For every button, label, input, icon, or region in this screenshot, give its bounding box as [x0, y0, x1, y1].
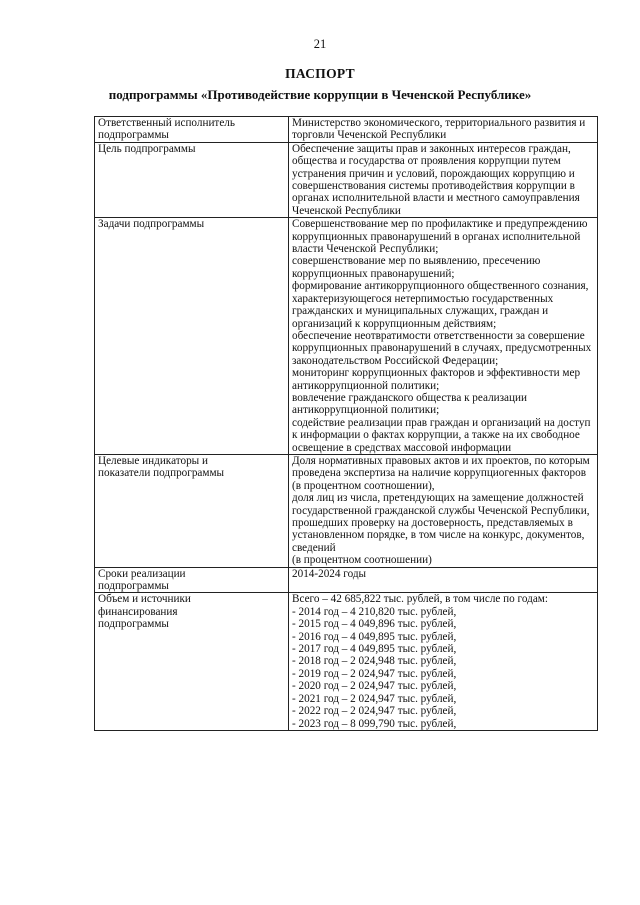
row-label-cell	[95, 218, 289, 455]
indicator-item: (в процентном соотношении)	[292, 554, 432, 567]
funding-year: - 2016 год – 4 049,895 тыс. рублей,	[292, 630, 457, 643]
passport-table	[94, 116, 598, 731]
task-item: вовлечение гражданского общества к реализации антикоррупционной политики;	[292, 391, 527, 417]
row-label: Объем и источники финансирования подпрограммы	[98, 593, 191, 631]
table-row-responsible-executor	[95, 117, 598, 143]
funding-year: - 2019 год – 2 024,947 тыс. рублей,	[292, 667, 457, 680]
task-item: обеспечение неотвратимости ответственности за совершение коррупционных правонарушений в случаях, предусмотренных законодательством Российской Федерации;	[292, 329, 592, 367]
funding-year: - 2018 год – 2 024,948 тыс. рублей,	[292, 655, 457, 668]
table-row-funding	[95, 593, 598, 730]
row-label: Цель подпрограммы	[98, 142, 196, 155]
document-title: ПАСПОРТ	[285, 66, 355, 81]
table-row-implementation-period	[95, 567, 598, 593]
funding-year: - 2015 год – 4 049,896 тыс. рублей,	[292, 618, 457, 631]
row-label-cell	[95, 593, 289, 730]
task-item: Совершенствование мер по профилактике и предупреждению коррупционных правонарушений в органах исполнительной власти Чеченской Республики;	[292, 218, 588, 256]
row-value-cell	[289, 142, 598, 217]
row-value-cell	[289, 454, 598, 567]
row-label-cell	[95, 142, 289, 217]
row-label: Ответственный исполнитель подпрограммы	[98, 117, 235, 142]
table-row-goal	[95, 142, 598, 217]
task-item: мониторинг коррупционных факторов и эффективности мер антикоррупционной политики;	[292, 367, 581, 392]
indicator-item: доля лиц из числа, претендующих на замещение должностей государственной гражданской службы Чеченской Республики, прошедших проверку на достоверность, представляемых в установленном порядке, в том числе на конкурс, документов, сведений	[292, 492, 590, 554]
row-value-cell	[289, 117, 598, 143]
document-subtitle: подпрограммы «Противодействие коррупции в Чеченской Республике»	[108, 87, 532, 102]
row-label: Сроки реализации подпрограммы	[98, 567, 186, 593]
task-item: формирование антикоррупционного общественного сознания, характеризующегося нетерпимостью государственных гражданских и муниципальных служащих, граждан и организаций к коррупционным действиям;	[292, 280, 589, 330]
indicator-item: Доля нормативных правовых актов и их проектов, по которым проведена экспертиза на наличие коррупциогенных факторов	[292, 454, 590, 480]
row-label-cell	[95, 454, 289, 567]
row-value-cell	[289, 218, 598, 455]
task-item: содействие реализации прав граждан и организаций на доступ к информации о фактах коррупции, а также на их свободное освещение в средствах массовой информации	[292, 416, 591, 454]
row-label-cell	[95, 567, 289, 593]
funding-year: - 2021 год – 2 024,947 тыс. рублей,	[292, 692, 457, 705]
funding-year: - 2022 год – 2 024,947 тыс. рублей,	[292, 705, 457, 718]
row-label: Целевые индикаторы и показатели подпрограммы	[98, 454, 225, 480]
row-value-cell	[289, 567, 598, 593]
funding-year: - 2023 год – 8 099,790 тыс. рублей,	[292, 717, 457, 730]
indicator-item: (в процентном соотношении),	[292, 479, 435, 492]
row-label-cell	[95, 117, 289, 143]
funding-total: Всего – 42 685,822 тыс. рублей, в том числе по годам:	[292, 593, 548, 606]
table-row-tasks	[95, 218, 598, 455]
funding-year: - 2014 год – 4 210,820 тыс. рублей,	[292, 605, 457, 618]
funding-year: - 2020 год – 2 024,947 тыс. рублей,	[292, 680, 457, 693]
table-row-target-indicators	[95, 454, 598, 567]
row-label: Задачи подпрограммы	[98, 218, 205, 231]
funding-year: - 2017 год – 4 049,895 тыс. рублей,	[292, 643, 457, 656]
row-value-cell	[289, 593, 598, 730]
row-value: Министерство экономического, территориального развития и торговли Чеченской Республики	[292, 117, 586, 142]
page-number: 21	[313, 37, 327, 51]
task-item: совершенствование мер по выявлению, пресечению коррупционных правонарушений;	[292, 255, 541, 280]
row-value: 2014-2024 годы	[292, 567, 367, 580]
row-value: Обеспечение защиты прав и законных интересов граждан, общества и государства от проявления коррупции путем устранения причин и условий, порождающих коррупцию и совершенствования системы противодействия коррупции в органах исполнительной власти и местного самоуправления Чеченской Республики	[292, 142, 580, 217]
